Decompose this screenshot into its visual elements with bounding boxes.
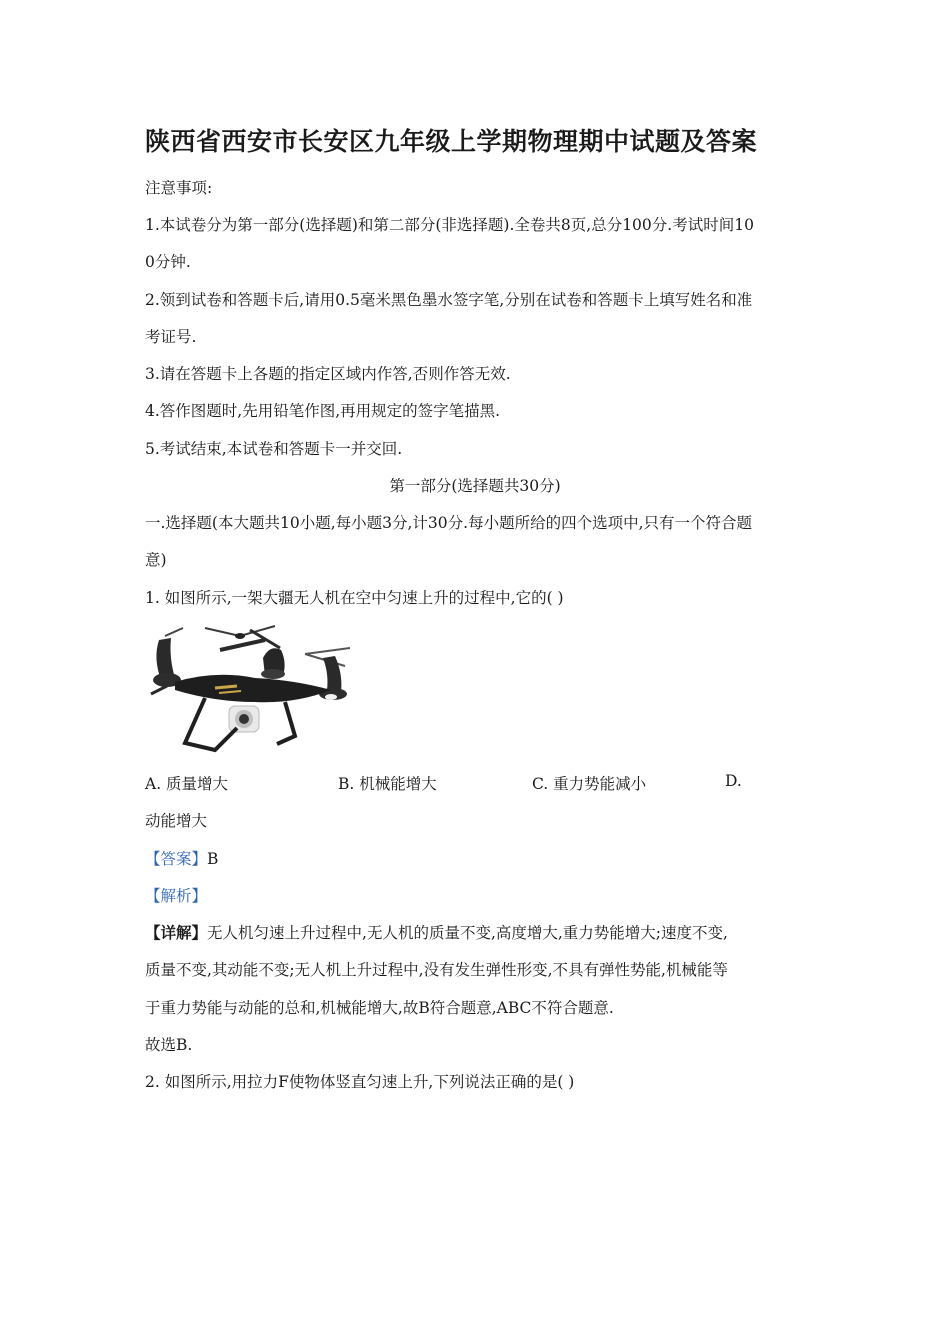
notice-item-1: 1.本试卷分为第一部分(选择题)和第二部分(非选择题).全卷共8页,总分100分.考试时间10 [145,216,754,234]
answer-row [145,847,218,869]
section-intro-cont: 意) [145,551,167,569]
analysis-label: 【解析】 [145,887,208,905]
notice-heading: 注意事项: [145,179,213,197]
drone-image [145,618,350,753]
question-1-option-d: D. [725,772,742,790]
question-1-option-c: C. 重力势能减小 [532,775,647,793]
section-intro: 一.选择题(本大题共10小题,每小题3分,计30分.每小题所给的四个选项中,只有一个符合题 [145,514,752,532]
detail-text-1: 无人机匀速上升过程中,无人机的质量不变,高度增大,重力势能增大;速度不变, [207,924,728,942]
notice-item-2-cont: 考证号. [145,328,197,346]
notice-item-1-cont: 0分钟. [145,253,191,271]
notice-item-5: 5.考试结束,本试卷和答题卡一并交回. [145,440,403,458]
notice-item-3: 3.请在答题卡上各题的指定区域内作答,否则作答无效. [145,365,511,383]
answer-value: B [207,850,219,868]
question-2-stem: 2. 如图所示,用拉力F使物体竖直匀速上升,下列说法正确的是( ) [145,1073,575,1091]
question-1-option-d-text: 动能增大 [145,812,208,830]
detail-label: 【详解】 [145,923,208,942]
notice-item-2: 2.领到试卷和答题卡后,请用0.5毫米黑色墨水签字笔,分别在试卷和答题卡上填写姓名和准 [145,291,753,309]
question-1-option-a: A. 质量增大 [145,775,229,793]
question-1-conclusion: 故选B. [145,1036,193,1054]
question-1-option-b: B. 机械能增大 [338,775,437,793]
notice-item-4: 4.答作图题时,先用铅笔作图,再用规定的签字笔描黑. [145,402,501,420]
detail-line-3: 于重力势能与动能的总和,机械能增大,故B符合题意,ABC不符合题意. [145,999,614,1017]
question-1-stem: 1. 如图所示,一架大疆无人机在空中匀速上升的过程中,它的( ) [145,589,564,607]
document-title: 陕西省西安市长安区九年级上学期物理期中试题及答案 [145,127,758,156]
detail-line-1 [145,921,728,943]
section-title: 第一部分(选择题共30分) [389,477,561,495]
detail-line-2: 质量不变,其动能不变;无人机上升过程中,没有发生弹性形变,不具有弹性势能,机械能等 [145,961,728,979]
answer-label: 【答案】 [145,850,208,868]
